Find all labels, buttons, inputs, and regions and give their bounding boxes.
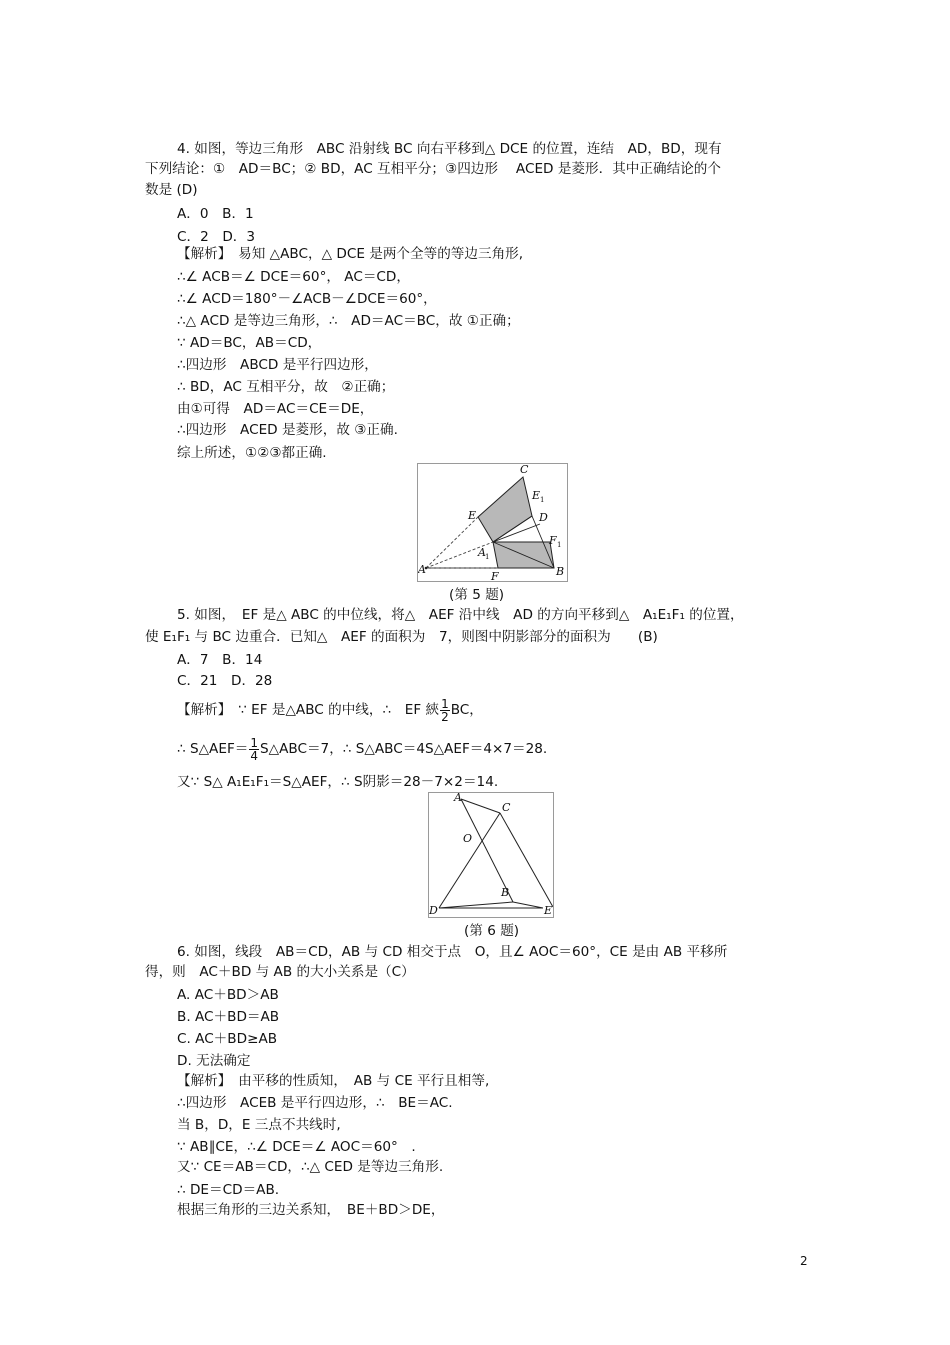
figure-5 — [417, 463, 568, 582]
q4-stem-line2: 下列结论：① AD＝BC；② BD，AC 互相平分；③四边形 ACED 是菱形．其中正确结论的个 — [145, 161, 721, 177]
fig5-label-b: B — [556, 565, 565, 578]
q4-stem-line3: 数是 (D) — [145, 182, 198, 198]
fig5-label-e1: E — [532, 489, 541, 502]
q6-stem-line1: 6. 如图，线段 AB＝CD，AB 与 CD 相交于点 O，且∠ AOC＝60°，CE 是由 AB 平移所 — [177, 944, 728, 960]
q4-solution-line: 【解析】 易知 △ABC，△ DCE 是两个全等的等边三角形, — [177, 246, 524, 262]
q6-solution-line: ∴四边形 ACEB 是平行四边形，∴ BE＝AC. — [177, 1095, 453, 1111]
q5-sol1-post: BC， — [450, 702, 483, 718]
figure-6-caption: (第 6 题) — [464, 923, 520, 939]
fig5-label-f1-sub: 1 — [557, 541, 562, 549]
fig5-label-a1: A — [478, 546, 486, 559]
fig6-label-o: O — [463, 832, 473, 845]
fig5-label-f: F — [491, 570, 499, 581]
q4-solution-line: 由①可得 AD＝AC＝CE＝DE， — [177, 401, 374, 417]
q6-solution-line: 根据三角形的三边关系知， BE＋BD＞DE， — [177, 1202, 445, 1218]
fraction — [440, 698, 450, 723]
fig5-label-a: A — [418, 563, 426, 576]
fraction-numerator: 1 — [441, 696, 449, 711]
q4-solution-line: ∴四边形 ACED 是菱形，故 ③正确. — [177, 422, 398, 438]
q4-solution-line: ∴ BD，AC 互相平分，故 ②正确； — [177, 379, 395, 395]
fig6-label-a: A — [454, 793, 462, 804]
fig6-label-d: D — [429, 904, 438, 917]
q6-solution-line: 当 B，D，E 三点不共线时, — [177, 1117, 341, 1133]
fraction-numerator: 1 — [250, 735, 258, 750]
fraction — [249, 737, 259, 762]
q5-sol1-pre: 【解析】 ∵ EF 是△ABC 的中线，∴ EF 綊 — [177, 702, 440, 718]
q5-options-ab: A．7 B．14 — [177, 652, 263, 668]
q6-solution-line: ∴ DE＝CD＝AB. — [177, 1182, 280, 1198]
fig6-label-b: B — [501, 886, 510, 899]
q6-option: C. AC＋BD≥AB — [177, 1031, 278, 1047]
q5-solution-line3: 又∵ S△ A₁E₁F₁＝S△AEF，∴ S阴影＝28－7×2＝14. — [177, 774, 499, 790]
q5-solution-line1 — [177, 695, 483, 725]
q4-stem-line1: 4. 如图，等边三角形 ABC 沿射线 BC 向右平移到△ DCE 的位置，连结 AD，BD，现有 — [177, 141, 722, 157]
q4-options-ab: A．0 B．1 — [177, 206, 254, 222]
q6-option: B. AC＋BD＝AB — [177, 1009, 280, 1025]
q4-solution-line: ∵ AD＝BC，AB＝CD， — [177, 335, 322, 351]
fig5-label-a1-sub: 1 — [485, 553, 490, 561]
fig5-label-e1-sub: 1 — [540, 496, 545, 504]
figure-6 — [428, 792, 554, 918]
q6-solution-line: 【解析】 由平移的性质知， AB 与 CE 平行且相等, — [177, 1073, 490, 1089]
fig5-label-c: C — [520, 464, 529, 476]
q6-stem-line2: 得，则 AC＋BD 与 AB 的大小关系是（C） — [145, 964, 415, 980]
figure-5-caption: (第 5 题) — [449, 587, 505, 603]
q6-solution-line: 又∵ CE＝AB＝CD，∴△ CED 是等边三角形. — [177, 1159, 444, 1175]
page-number: 2 — [800, 1254, 808, 1268]
q5-solution-line2 — [177, 734, 547, 764]
fig5-label-f1: F — [549, 534, 557, 547]
q4-solution-line: ∴∠ ACB＝∠ DCE＝60°， AC＝CD， — [177, 269, 410, 285]
fraction-denominator: 2 — [441, 709, 449, 724]
q4-solution-line: 综上所述，①②③都正确. — [177, 445, 327, 461]
q4-solution-line: ∴四边形 ABCD 是平行四边形， — [177, 357, 378, 373]
fig6-label-c: C — [502, 801, 511, 814]
fig6-label-e: E — [544, 904, 553, 917]
fraction-denominator: 4 — [250, 748, 258, 763]
q4-solution-line: ∴∠ ACD＝180°－∠ACB－∠DCE＝60°， — [177, 291, 437, 307]
fig5-label-d: D — [539, 511, 548, 524]
q5-stem-line1: 5. 如图， EF 是△ ABC 的中位线，将△ AEF 沿中线 AD 的方向平移到△ A₁E₁F₁ 的位置， — [177, 607, 744, 623]
q6-solution-line: ∵ AB∥CE，∴∠ DCE＝∠ AOC＝60° . — [177, 1139, 416, 1155]
q5-sol2-pre: ∴ S△AEF＝ — [177, 741, 249, 757]
q6-option: D. 无法确定 — [177, 1053, 251, 1069]
q5-sol2-post: S△ABC＝7，∴ S△ABC＝4S△AEF＝4×7＝28. — [260, 741, 548, 757]
fig5-label-e: E — [468, 509, 477, 522]
q5-options-cd: C．21 D．28 — [177, 673, 273, 689]
q4-solution-line: ∴△ ACD 是等边三角形，∴ AD＝AC＝BC，故 ①正确； — [177, 313, 520, 329]
q5-stem-line2: 使 E₁F₁ 与 BC 边重合．已知△ AEF 的面积为 7，则图中阴影部分的面积为 (B) — [145, 629, 658, 645]
q6-option: A. AC＋BD＞AB — [177, 987, 279, 1003]
q4-options-cd: C．2 D．3 — [177, 229, 256, 245]
